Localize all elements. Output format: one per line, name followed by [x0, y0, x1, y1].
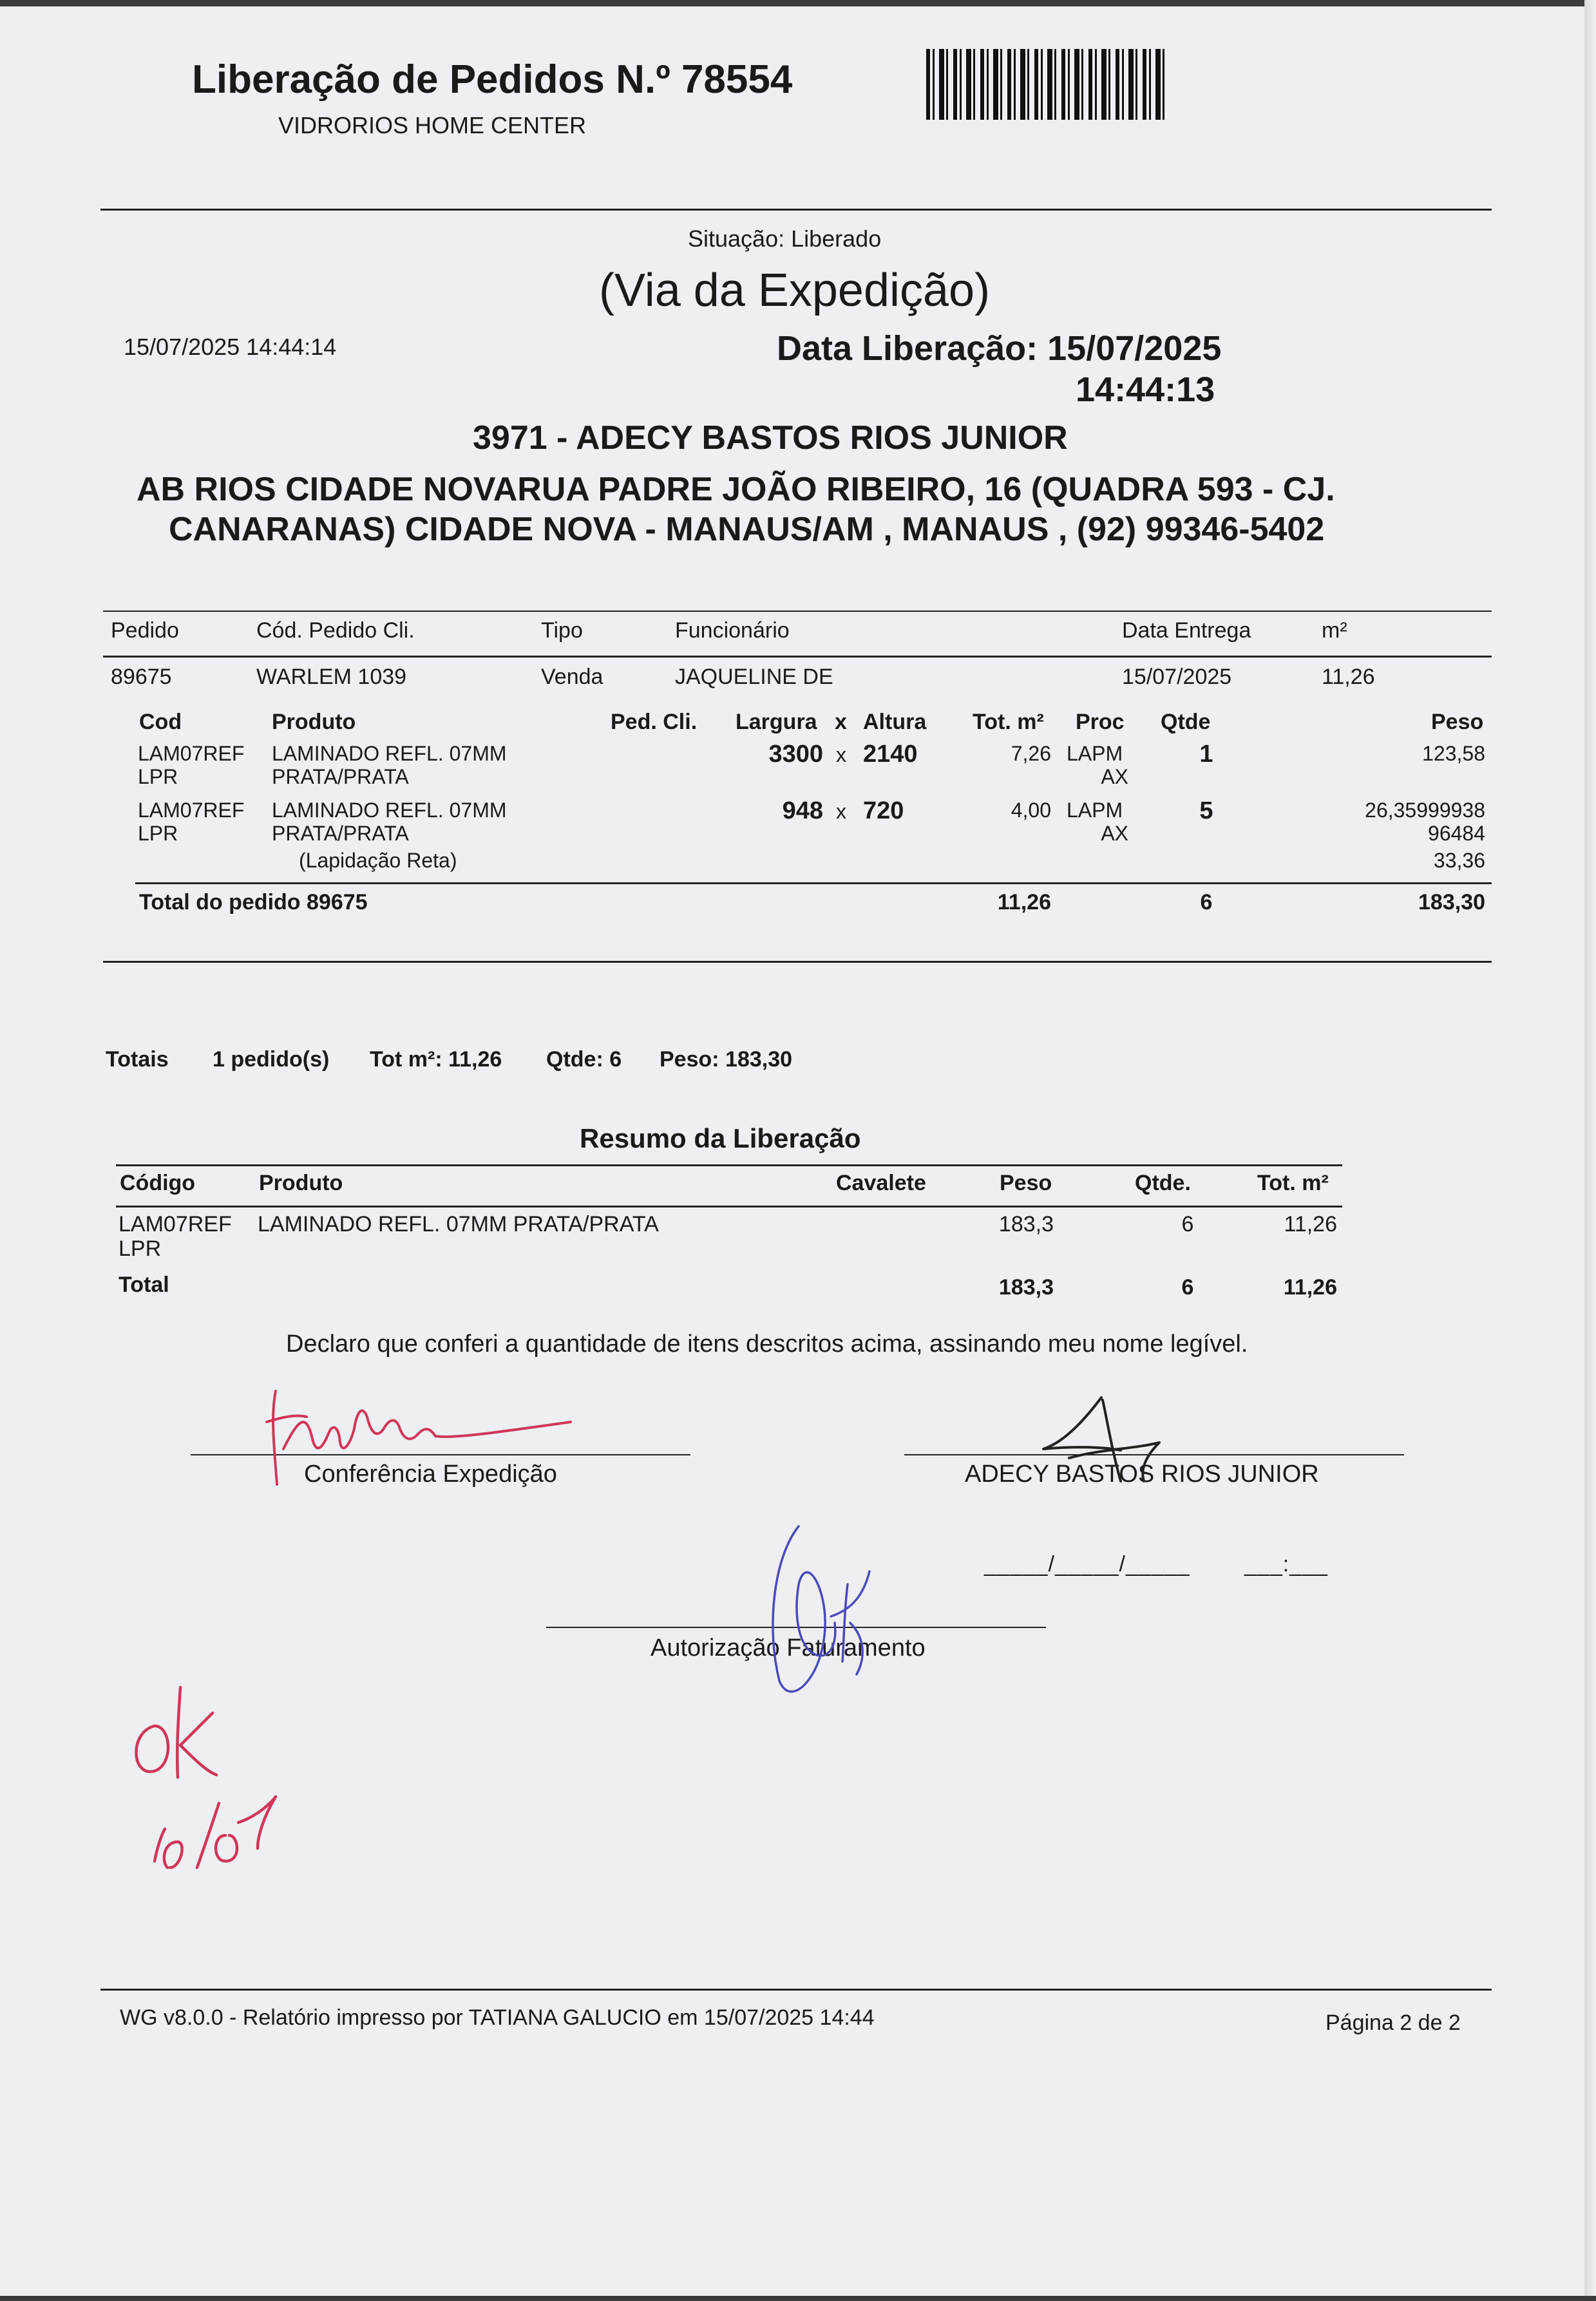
item-tot-m2: 7,26 [1011, 742, 1051, 765]
resumo-header-peso: Peso [1000, 1171, 1052, 1195]
order-tipo: Venda [541, 665, 603, 689]
resumo-header-line [116, 1206, 1342, 1207]
col-header-tipo: Tipo [541, 618, 583, 643]
item-proc-cont: AX [1101, 822, 1128, 845]
col-header-pedido: Pedido [111, 618, 179, 643]
scan-edge-bottom [0, 2296, 1596, 2301]
totals-label: Totais [106, 1047, 169, 1072]
autorizacao-label: Autorização Faturamento [651, 1634, 926, 1662]
item-cod: LAM07REF [138, 799, 245, 822]
item-altura: 2140 [863, 741, 918, 768]
via-label: (Via da Expedição) [599, 265, 991, 316]
autorizacao-signature [754, 1520, 882, 1707]
item-cod: LAM07REF [138, 742, 245, 765]
item-produto-cont: PRATA/PRATA [272, 765, 409, 788]
order-table-top-line [103, 611, 1492, 612]
item-largura: 948 [782, 797, 823, 824]
items-total-label: Total do pedido 89675 [139, 890, 368, 914]
printed-datetime: 15/07/2025 14:44:14 [124, 334, 337, 360]
resumo-top-line [116, 1164, 1342, 1166]
item-header-ped-cli: Ped. Cli. [611, 710, 698, 734]
item-header-cod: Cod [139, 710, 182, 734]
totals-peso: Peso: 183,30 [660, 1047, 793, 1072]
order-funcionario: JAQUELINE DE [675, 665, 833, 689]
declaration-text: Declaro que conferi a quantidade de itens descritos acima, assinando meu nome legível. [286, 1330, 1248, 1358]
item-qtde: 5 [1199, 797, 1213, 824]
resumo-peso: 183,3 [998, 1212, 1054, 1236]
item-proc: LAPM [1067, 742, 1123, 765]
item-x: x [836, 743, 846, 766]
item-cod-suffix: LPR [138, 765, 178, 788]
scan-edge-top [0, 0, 1596, 6]
items-section-bottom-line [103, 961, 1492, 963]
item-peso: 26,35999938 [1365, 799, 1485, 822]
resumo-header-produto: Produto [259, 1171, 343, 1195]
time-blank: ___:___ [1244, 1552, 1328, 1577]
client-address-line2: CANARANAS) CIDADE NOVA - MANAUS/AM , MANAUS , (92) 99346-5402 [169, 511, 1325, 548]
company-name: VIDRORIOS HOME CENTER [278, 112, 587, 138]
item-proc: LAPM [1067, 799, 1123, 822]
situacao-label: Situação: Liberado [688, 225, 882, 252]
document-title: Liberação de Pedidos N.º 78554 [192, 57, 793, 102]
item-header-peso: Peso [1431, 710, 1484, 734]
item-produto-note: (Lapidação Reta) [299, 849, 457, 872]
totals-qtde: Qtde: 6 [546, 1047, 622, 1072]
items-total-qtde: 6 [1200, 890, 1213, 914]
item-produto: LAMINADO REFL. 07MM [272, 799, 507, 822]
data-liberacao-time: 14:44:13 [1076, 370, 1215, 409]
item-header-altura: Altura [863, 710, 927, 734]
resumo-tot-m2: 11,26 [1284, 1212, 1337, 1236]
data-liberacao: Data Liberação: 15/07/2025 [777, 329, 1222, 368]
client-signature [1031, 1391, 1185, 1488]
item-header-produto: Produto [272, 710, 356, 734]
header-divider [100, 209, 1492, 211]
resumo-total-qtde: 6 [1181, 1275, 1194, 1300]
col-header-cod-pedido-cli: Cód. Pedido Cli. [256, 618, 415, 643]
resumo-total-peso: 183,3 [998, 1275, 1054, 1300]
date-blank: _____/_____/_____ [984, 1552, 1190, 1577]
resumo-header-qtde: Qtde. [1135, 1171, 1191, 1195]
resumo-codigo: LAM07REF [119, 1212, 232, 1236]
item-header-tot-m2: Tot. m² [973, 710, 1044, 734]
footer-divider [100, 1989, 1492, 1991]
footer-report-info: WG v8.0.0 - Relatório impresso por TATIANA GALUCIO em 15/07/2025 14:44 [120, 2005, 875, 2030]
totals-pedidos: 1 pedido(s) [213, 1047, 330, 1072]
resumo-produto: LAMINADO REFL. 07MM PRATA/PRATA [258, 1212, 659, 1236]
client-name: 3971 - ADECY BASTOS RIOS JUNIOR [473, 419, 1068, 457]
order-pedido: 89675 [111, 665, 172, 689]
resumo-total-tot-m2: 11,26 [1283, 1275, 1337, 1300]
order-table-header-line [103, 656, 1492, 658]
item-qtde: 1 [1199, 741, 1213, 768]
item-header-qtde: Qtde [1161, 710, 1211, 734]
item-cod-suffix: LPR [138, 822, 178, 845]
items-total-m2: 11,26 [997, 890, 1051, 914]
order-m2: 11,26 [1322, 665, 1375, 689]
col-header-data-entrega: Data Entrega [1122, 618, 1251, 643]
resumo-header-codigo: Código [120, 1171, 196, 1195]
items-total-peso: 183,30 [1418, 890, 1485, 914]
conferencia-signature [258, 1372, 580, 1488]
barcode [926, 49, 1168, 120]
resumo-qtde: 6 [1181, 1212, 1194, 1236]
col-header-m2: m² [1322, 618, 1347, 643]
client-signature-label: ADECY BASTOS RIOS JUNIOR [965, 1461, 1319, 1488]
resumo-codigo-suffix: LPR [119, 1236, 162, 1261]
item-altura: 720 [863, 797, 904, 824]
order-data-entrega: 15/07/2025 [1122, 665, 1232, 689]
scan-edge-right [1584, 0, 1596, 2301]
item-produto: LAMINADO REFL. 07MM [272, 742, 507, 765]
item-x: x [836, 800, 846, 823]
resumo-total-label: Total [119, 1273, 169, 1297]
item-header-largura: Largura [736, 710, 817, 734]
items-total-line [135, 882, 1492, 884]
handwritten-ok-note [116, 1674, 283, 1900]
totals-tot-m2: Tot m²: 11,26 [370, 1047, 502, 1072]
item-tot-m2: 4,00 [1011, 799, 1051, 822]
order-cod-pedido-cli: WARLEM 1039 [256, 665, 407, 689]
item-peso: 123,58 [1422, 742, 1485, 765]
item-largura: 3300 [768, 741, 823, 768]
resumo-header-tot-m2: Tot. m² [1257, 1171, 1329, 1195]
resumo-title: Resumo da Liberação [580, 1123, 861, 1153]
item-produto-cont: PRATA/PRATA [272, 822, 409, 845]
item-header-x: x [835, 710, 847, 734]
client-address-line1: AB RIOS CIDADE NOVARUA PADRE JOÃO RIBEIRO, 16 (QUADRA 593 - CJ. [137, 471, 1335, 508]
footer-page-number: Página 2 de 2 [1325, 2011, 1461, 2035]
item-peso-subtotal: 33,36 [1433, 849, 1485, 872]
item-header-proc: Proc [1076, 710, 1125, 734]
item-proc-cont: AX [1101, 765, 1128, 788]
col-header-funcionario: Funcionário [675, 618, 790, 643]
item-peso-cont: 96484 [1428, 822, 1485, 845]
conferencia-label: Conferência Expedição [304, 1461, 557, 1488]
resumo-header-cavalete: Cavalete [836, 1171, 926, 1195]
